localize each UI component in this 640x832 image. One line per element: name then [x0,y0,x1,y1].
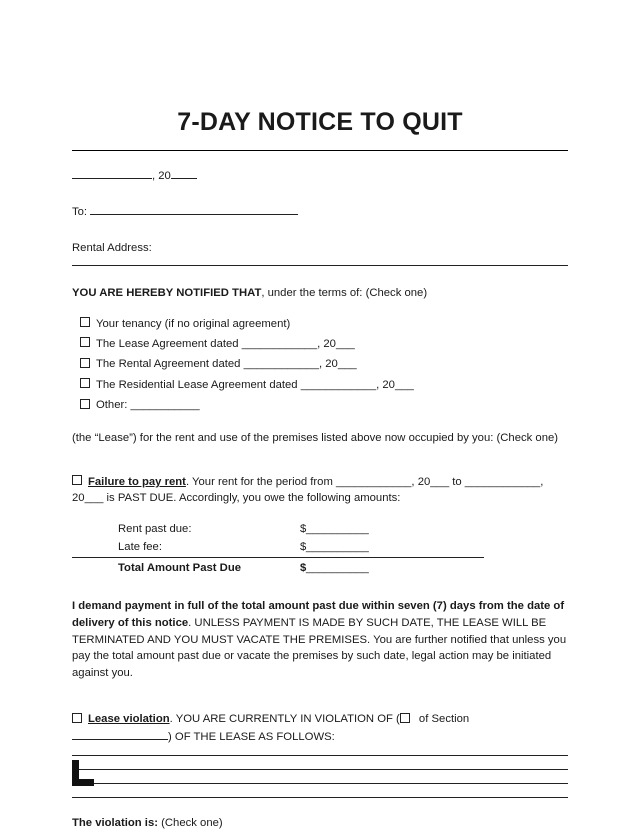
violation-is-rest: (Check one) [158,817,223,830]
violation-heading: Lease violation [88,713,170,726]
currency-symbol: $ [300,522,307,535]
demand-rest: . UNLESS PAYMENT IS MADE BY SUCH DATE, THE LEASE WILL BE TERMINATED AND YOU MUST VACATE THE PREMISES. You are further notified that unless you pay the total amount past due or vacate the premises by such date, legal action may be initiated against you. [72,616,567,680]
checkbox-option-tenancy[interactable] [72,316,568,332]
write-in-line[interactable] [72,783,568,784]
failure-to-pay-rent-block [72,474,568,507]
lease-definition-line: (the “Lease”) for the rent and use of the premises listed above now occupied by you: (Check one) [72,432,559,445]
document-body [72,151,568,832]
checkbox-option-lease-agreement[interactable] [72,336,568,352]
failure-text: . Your rent for the period from ____________, 20___ to ____________, 20___ is PAST DUE. Accordingly, you owe the following amounts: [72,475,544,505]
failure-heading: Failure to pay rent [88,475,186,488]
currency-symbol: $ [300,562,307,575]
recipient-blank[interactable] [90,205,298,216]
page-title: 7-DAY NOTICE TO QUIT [177,108,463,136]
checkbox-icon[interactable] [80,337,90,347]
legal-templates-logo-icon [72,760,94,786]
violation-text-2: of Section [415,713,470,726]
notified-statement [72,285,568,301]
amounts-table [72,521,568,577]
checkbox-icon[interactable] [400,713,410,723]
violation-text-1: . YOU ARE CURRENTLY IN VIOLATION OF ( [169,713,400,726]
lease-violation-block [72,711,568,798]
terms-checklist [72,316,568,414]
notified-bold: YOU ARE HEREBY NOTIFIED THAT [72,287,262,300]
amount-value[interactable]: __________ [306,540,369,553]
option-label: Other: ___________ [96,399,200,411]
checkbox-icon[interactable] [72,713,82,723]
write-in-line[interactable] [72,755,568,756]
table-row-total [118,560,568,576]
checkbox-option-residential-lease-agreement[interactable] [72,377,568,393]
checkbox-option-other[interactable] [72,397,568,413]
rental-address-row [72,240,568,266]
demand-bold: I demand payment in full of the total amount past due within seven (7) days from the date of delivery of this notice [72,599,565,629]
section-blank[interactable] [72,729,168,740]
logo-horizontal-bar [72,779,94,786]
option-label: The Rental Agreement dated ____________, 20___ [96,358,357,371]
checkbox-option-rental-agreement[interactable] [72,356,568,372]
date-year-prefix: , 20 [152,170,171,182]
recipient-row [72,204,568,220]
checkbox-icon[interactable] [80,378,90,388]
checkbox-icon[interactable] [80,358,90,368]
checkbox-icon[interactable] [72,475,82,485]
total-divider [72,557,484,558]
checkbox-icon[interactable] [80,399,90,409]
write-in-line[interactable] [72,769,568,770]
option-label: The Residential Lease Agreement dated ____________, 20___ [96,378,414,391]
violation-is-row [72,815,568,831]
demand-paragraph [72,598,568,683]
table-row [118,521,568,537]
checkbox-icon[interactable] [80,317,90,327]
violation-text-3: ) OF THE LEASE AS FOLLOWS: [168,730,335,743]
violation-is-bold: The violation is: [72,817,158,830]
date-year-blank[interactable] [171,168,197,179]
total-label: Total Amount Past Due [118,562,242,575]
violation-write-in-lines [72,755,568,798]
currency-symbol: $ [300,540,307,553]
option-label: Your tenancy (if no original agreement) [96,317,291,330]
to-label: To: [72,206,88,219]
table-row [118,539,568,555]
write-in-line[interactable] [72,797,568,798]
total-value[interactable]: __________ [306,562,369,575]
date-field-row [72,168,568,184]
amount-value[interactable]: __________ [306,522,369,535]
rental-address-label: Rental Address: [72,241,152,254]
amount-label: Rent past due: [118,522,192,535]
option-label: The Lease Agreement dated ____________, 20___ [96,337,355,350]
date-blank[interactable] [72,168,152,179]
rental-address-blank[interactable] [72,265,568,266]
amount-label: Late fee: [118,540,162,553]
notified-rest: , under the terms of: (Check one) [261,287,428,300]
